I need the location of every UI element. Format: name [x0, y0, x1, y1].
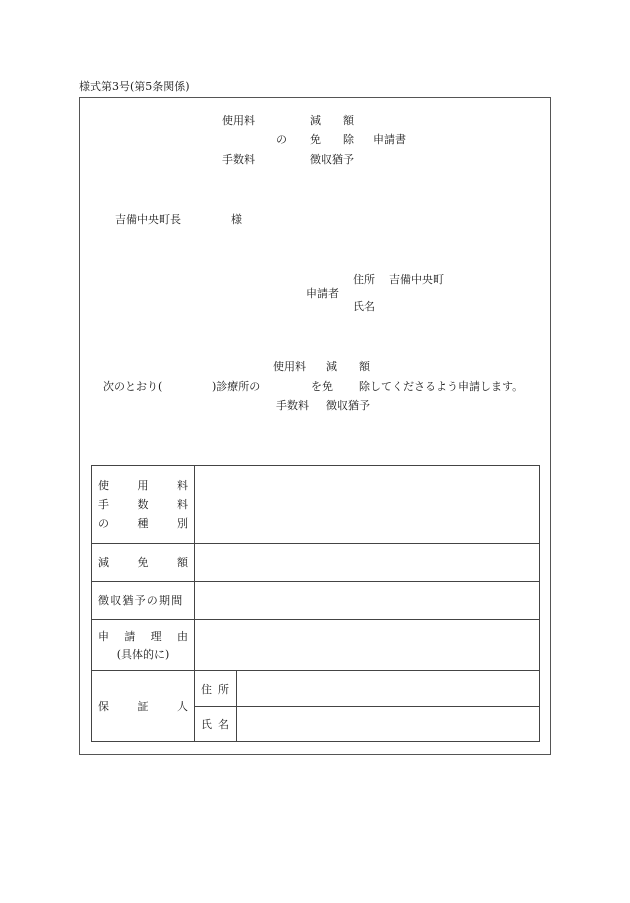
body-top-amount: 額 — [359, 360, 370, 373]
title-no: の — [276, 133, 287, 146]
applicant-address-value: 吉備中央町 — [389, 273, 444, 286]
reason-field[interactable] — [195, 620, 540, 671]
body-top-reduce: 減 — [326, 360, 337, 373]
fee-type-line1: 使 用 料 — [98, 479, 188, 492]
body-top-usage: 使用料 — [273, 360, 306, 373]
body-line-wo-men: を免 — [311, 380, 333, 393]
fee-type-label — [92, 466, 195, 544]
reason-line1: 申 請 理 由 — [98, 629, 188, 643]
guarantor-address-field[interactable] — [237, 671, 540, 707]
row-reason — [92, 620, 540, 671]
row-reduction-amount — [92, 544, 540, 582]
title-fee-handling: 手数料 — [222, 153, 255, 166]
form-number: 様式第3号(第5条関係) — [79, 80, 190, 93]
reason-line2: (具体的に) — [116, 647, 170, 661]
details-table — [91, 465, 540, 742]
reduction-amount-field[interactable] — [195, 544, 540, 582]
applicant-address-label: 住所 — [353, 273, 375, 286]
title-exempt-men: 免 — [310, 133, 321, 146]
body-bottom-deferral: 徴収猶予 — [326, 399, 370, 412]
addressee-name: 吉備中央町長 — [115, 213, 181, 226]
title-deferral: 徴収猶予 — [310, 153, 354, 166]
guarantor-name-label: 氏名 — [195, 707, 237, 742]
body-line-suffix: 除してくださるよう申請します。 — [359, 380, 524, 393]
body-line-prefix: 次のとおり( — [103, 380, 163, 393]
fee-type-line3: の 種 別 — [98, 517, 188, 530]
title-reduce-amount: 額 — [343, 114, 354, 127]
applicant-name-label: 氏名 — [353, 300, 375, 313]
reason-label — [92, 620, 195, 671]
guarantor-label: 保 証 人 — [92, 671, 195, 742]
body-line-clinic: )診療所の — [212, 380, 261, 393]
fee-type-line2: 手 数 料 — [98, 498, 188, 511]
title-reduce: 減 — [310, 114, 321, 127]
row-deferral-period — [92, 582, 540, 620]
title-fee-usage: 使用料 — [222, 114, 255, 127]
guarantor-name-field[interactable] — [237, 707, 540, 742]
title-exempt-jo: 除 — [343, 133, 354, 146]
deferral-period-label: 徴収猶予の期間 — [92, 582, 195, 620]
deferral-period-field[interactable] — [195, 582, 540, 620]
fee-type-field[interactable] — [195, 466, 540, 544]
row-guarantor-address — [92, 671, 540, 707]
guarantor-address-label: 住所 — [195, 671, 237, 707]
addressee-honorific: 様 — [231, 213, 242, 226]
row-fee-type — [92, 466, 540, 544]
body-bottom-handling: 手数料 — [276, 399, 309, 412]
applicant-label: 申請者 — [306, 287, 339, 300]
reduction-amount-label: 減 免 額 — [92, 544, 195, 582]
title-application: 申請書 — [373, 133, 406, 146]
